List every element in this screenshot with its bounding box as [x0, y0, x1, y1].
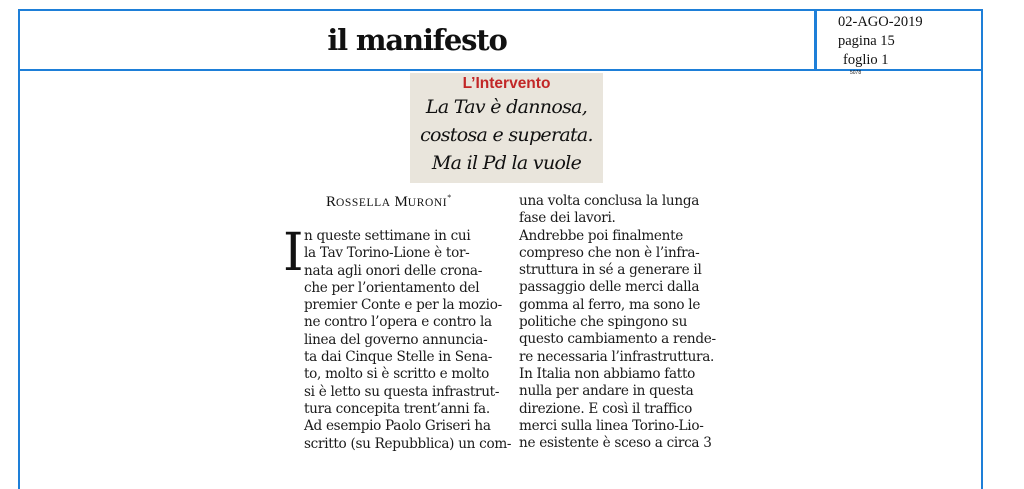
text-line: una volta conclusa la lunga	[519, 193, 700, 209]
text-line: struttura in sé a generare il	[519, 262, 702, 279]
author-mark: *	[447, 193, 452, 202]
text-line: questo cambiamento a rende-	[519, 331, 716, 348]
text-line: nulla per andare in questa	[519, 383, 694, 400]
text-line: merci sulla linea Torino-Lio-	[519, 417, 704, 434]
headline	[410, 93, 603, 177]
author-last-initial: M	[394, 194, 408, 210]
clipping-code: 5078	[850, 70, 862, 76]
text-line: compreso che non è l’infra-	[519, 244, 700, 261]
author-first-initial: R	[326, 194, 337, 210]
text-line: ne esistente è sceso a circa 3	[519, 435, 712, 452]
text-line: Andrebbe poi finalmente	[519, 227, 684, 244]
author-first-rest: OSSELLA	[336, 197, 391, 209]
issue-date: 02-AGO-2019	[838, 14, 923, 30]
text-line: to, molto si è scritto e molto	[304, 366, 489, 383]
headline-line: Ma il Pd la vuole	[431, 152, 582, 174]
text-line: si è letto su questa infrastrut-	[304, 383, 500, 400]
article-column-1	[304, 228, 511, 453]
drop-cap: I	[283, 223, 304, 283]
text-line: politiche che spingono su	[519, 314, 688, 331]
headline-box	[410, 73, 603, 183]
header-title-box	[18, 9, 816, 71]
text-line: gomma al ferro, ma sono le	[519, 296, 701, 313]
newspaper-logo: il manifesto	[327, 23, 507, 57]
author-last-rest: URONI	[407, 197, 448, 209]
text-line: premier Conte e per la mozio-	[304, 297, 502, 314]
text-line: Ad esempio Paolo Griseri ha	[304, 418, 491, 435]
text-line: ne contro l’opera e contro la	[304, 314, 492, 331]
text-line: scritto (su Repubblica) un com-	[304, 435, 512, 452]
text-line: ta dai Cinque Stelle in Sena-	[304, 349, 493, 366]
text-line: fase dei lavori.	[519, 210, 616, 227]
text-line: nata agli onori delle crona-	[304, 262, 483, 279]
text-line: tura concepita trent’anni fa.	[304, 400, 490, 417]
text-line: linea del governo annuncia-	[304, 331, 488, 348]
text-line: passaggio delle merci dalla	[519, 279, 700, 296]
text-line: In Italia non abbiamo fatto	[519, 365, 696, 382]
sheet-number: foglio 1	[843, 52, 889, 68]
headline-line: La Tav è dannosa,	[425, 96, 588, 118]
text-line: n queste settimane in cui	[304, 228, 471, 244]
text-line: re necessaria l’infrastruttura.	[519, 348, 715, 365]
headline-line: costosa e superata.	[420, 124, 593, 146]
page-number: pagina 15	[838, 33, 895, 49]
section-kicker: L’Intervento	[462, 75, 551, 92]
text-line: direzione. E così il traffico	[519, 400, 693, 417]
author-byline	[326, 193, 451, 211]
text-line: che per l’orientamento del	[304, 279, 480, 296]
text-line: la Tav Torino-Lione è tor-	[304, 245, 470, 262]
article-column-2	[519, 193, 716, 452]
